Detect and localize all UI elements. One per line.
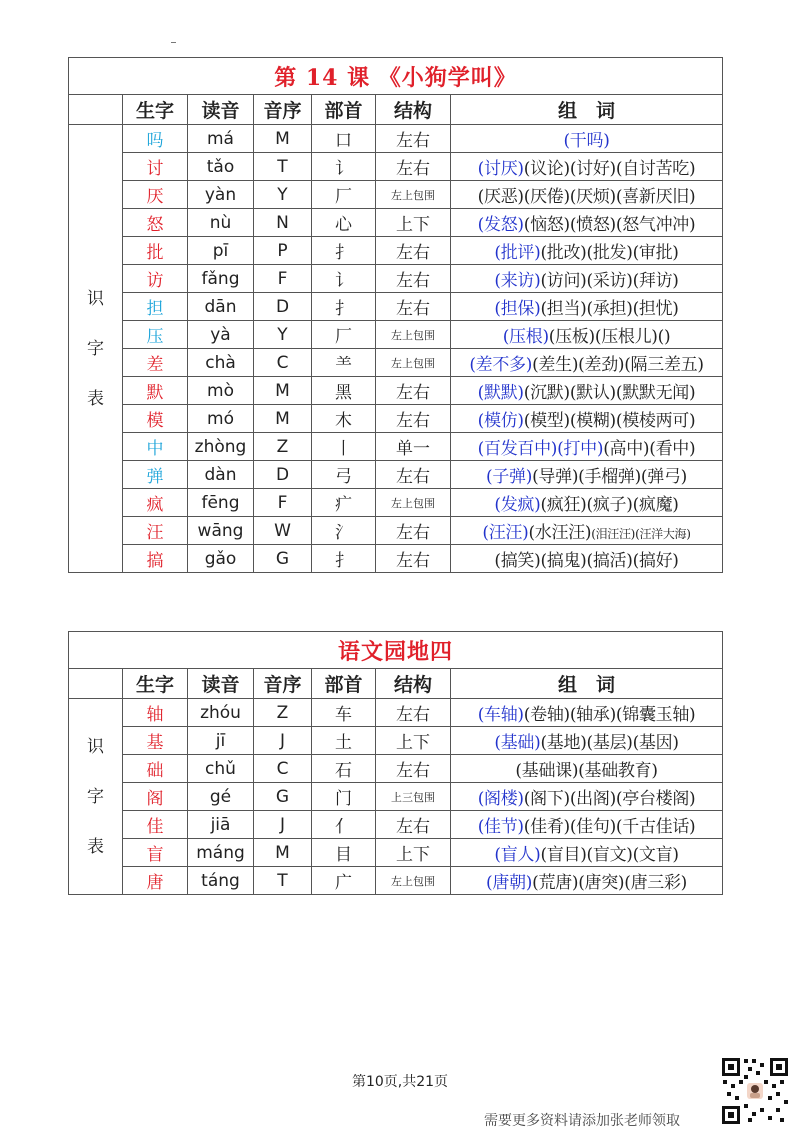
table-title: 第 14 课 《小狗学叫》 (69, 58, 723, 95)
table-row (69, 125, 723, 153)
word-group: (恼怒)(愤怒)(怒气冲冲) (523, 215, 696, 235)
word-group: (阁楼) (477, 789, 524, 809)
word-group: (佳肴)(佳句)(千古佳话) (523, 817, 696, 837)
seq-cell: G (254, 783, 312, 811)
pinyin-cell: mò (188, 377, 254, 405)
lesson-14-table (68, 57, 723, 573)
radical-cell: 口 (312, 125, 376, 153)
structure-cell: 左右 (376, 265, 451, 293)
side-label-char: 识 (87, 736, 104, 757)
word-group: (荒唐)(唐突)(唐三彩) (532, 873, 688, 893)
words-cell (451, 153, 723, 181)
table-row (69, 153, 723, 181)
structure-cell: 单一 (376, 433, 451, 461)
seq-cell: M (254, 839, 312, 867)
seq-cell: T (254, 867, 312, 895)
word-group: (车轴) (477, 705, 524, 725)
table-row (69, 699, 723, 727)
words-cell (451, 699, 723, 727)
radical-cell: 弓 (312, 461, 376, 489)
structure-cell: 左右 (376, 405, 451, 433)
word-group: (批评) (494, 243, 541, 263)
table-row (69, 265, 723, 293)
word-group: (佳节) (477, 817, 524, 837)
seq-cell: W (254, 517, 312, 545)
table-row (69, 727, 723, 755)
char-cell: 压 (123, 321, 188, 349)
header-structure: 结构 (376, 95, 451, 125)
side-label-char: 表 (87, 388, 104, 409)
side-label (69, 699, 123, 895)
word-group: (水汪汪) (528, 523, 592, 543)
pinyin-cell: wāng (188, 517, 254, 545)
pinyin-cell: zhóu (188, 699, 254, 727)
word-group: (汪汪) (482, 523, 529, 543)
seq-cell: M (254, 405, 312, 433)
header-words: 组 词 (451, 669, 723, 699)
char-cell: 唐 (123, 867, 188, 895)
char-cell: 差 (123, 349, 188, 377)
word-group: (盲目)(盲文)(文盲) (540, 845, 679, 865)
words-cell (451, 237, 723, 265)
word-group: (厌恶)(厌倦)(厌烦)(喜新厌旧) (477, 187, 696, 207)
header-words: 组 词 (451, 95, 723, 125)
header-corner (69, 669, 123, 699)
table-row (69, 489, 723, 517)
radical-cell: 木 (312, 405, 376, 433)
seq-cell: T (254, 153, 312, 181)
word-group: (基地)(基层)(基因) (540, 733, 679, 753)
words-cell (451, 405, 723, 433)
garden-four-table (68, 631, 723, 895)
char-cell: 讨 (123, 153, 188, 181)
char-cell: 担 (123, 293, 188, 321)
words-cell (451, 377, 723, 405)
side-label-char: 字 (87, 338, 104, 359)
structure-cell: 左右 (376, 293, 451, 321)
radical-cell: 门 (312, 783, 376, 811)
header-row (69, 95, 723, 125)
pinyin-cell: mó (188, 405, 254, 433)
pinyin-cell: táng (188, 867, 254, 895)
table-row (69, 783, 723, 811)
header-seq: 音序 (254, 95, 312, 125)
pinyin-cell: gé (188, 783, 254, 811)
radical-cell: 车 (312, 699, 376, 727)
char-cell: 搞 (123, 545, 188, 573)
word-group: (压板)(压根儿)() (548, 327, 671, 347)
table-row (69, 181, 723, 209)
seq-cell: G (254, 545, 312, 573)
radical-cell: 目 (312, 839, 376, 867)
structure-cell: 左上包围 (376, 489, 451, 517)
words-cell (451, 125, 723, 153)
structure-cell: 左右 (376, 517, 451, 545)
radical-cell: 讠 (312, 265, 376, 293)
word-group: (搞笑)(搞鬼)(搞活)(搞好) (494, 551, 679, 571)
table-row (69, 811, 723, 839)
header-seq: 音序 (254, 669, 312, 699)
table-row (69, 517, 723, 545)
words-cell (451, 209, 723, 237)
word-group: (压根) (502, 327, 549, 347)
seq-cell: Z (254, 699, 312, 727)
pinyin-cell: zhòng (188, 433, 254, 461)
seq-cell: D (254, 293, 312, 321)
word-group: (默默) (477, 383, 524, 403)
structure-cell: 左上包围 (376, 867, 451, 895)
seq-cell: J (254, 811, 312, 839)
char-cell: 厌 (123, 181, 188, 209)
word-group: (干吗) (563, 131, 610, 151)
char-cell: 阁 (123, 783, 188, 811)
word-group: (基础课)(基础教育) (515, 761, 658, 781)
structure-cell: 上三包围 (376, 783, 451, 811)
radical-cell: 亻 (312, 811, 376, 839)
words-cell (451, 293, 723, 321)
structure-cell: 上下 (376, 209, 451, 237)
seq-cell: P (254, 237, 312, 265)
header-char: 生字 (123, 669, 188, 699)
radical-cell: 扌 (312, 237, 376, 265)
word-group: (疯狂)(疯子)(疯魔) (540, 495, 679, 515)
words-cell (451, 811, 723, 839)
radical-cell: 心 (312, 209, 376, 237)
pinyin-cell: chǔ (188, 755, 254, 783)
radical-cell: 讠 (312, 153, 376, 181)
char-cell: 中 (123, 433, 188, 461)
word-group: (子弹) (486, 467, 533, 487)
char-cell: 默 (123, 377, 188, 405)
word-group: (访问)(采访)(拜访) (540, 271, 679, 291)
structure-cell: 左右 (376, 237, 451, 265)
word-group: (议论)(讨好)(自讨苦吃) (523, 159, 696, 179)
radical-cell: 土 (312, 727, 376, 755)
table-row (69, 209, 723, 237)
words-cell (451, 727, 723, 755)
char-cell: 佳 (123, 811, 188, 839)
structure-cell: 左右 (376, 153, 451, 181)
radical-cell: 疒 (312, 489, 376, 517)
words-cell (451, 433, 723, 461)
structure-cell: 左上包围 (376, 321, 451, 349)
table-row (69, 839, 723, 867)
words-cell (451, 321, 723, 349)
structure-cell: 左右 (376, 125, 451, 153)
word-group: (来访) (494, 271, 541, 291)
seq-cell: J (254, 727, 312, 755)
pinyin-cell: yàn (188, 181, 254, 209)
words-cell (451, 349, 723, 377)
structure-cell: 左右 (376, 755, 451, 783)
char-cell: 汪 (123, 517, 188, 545)
words-cell (451, 265, 723, 293)
word-group: (担当)(承担)(担忧) (540, 299, 679, 319)
word-group: (模型)(模糊)(模棱两可) (523, 411, 696, 431)
word-group: (盲人) (494, 845, 541, 865)
structure-cell: 左上包围 (376, 349, 451, 377)
char-cell: 弹 (123, 461, 188, 489)
radical-cell: 丨 (312, 433, 376, 461)
pinyin-cell: jī (188, 727, 254, 755)
structure-cell: 左右 (376, 699, 451, 727)
table-row (69, 293, 723, 321)
header-char: 生字 (123, 95, 188, 125)
char-cell: 疯 (123, 489, 188, 517)
pinyin-cell: fǎng (188, 265, 254, 293)
table-row (69, 545, 723, 573)
word-group: (讨厌) (477, 159, 524, 179)
table-body (69, 125, 723, 573)
char-cell: 模 (123, 405, 188, 433)
seq-cell: F (254, 489, 312, 517)
pinyin-cell: dān (188, 293, 254, 321)
words-cell (451, 867, 723, 895)
words-cell (451, 839, 723, 867)
seq-cell: C (254, 755, 312, 783)
seq-cell: F (254, 265, 312, 293)
header-radical: 部首 (312, 95, 376, 125)
word-group: (高中)(看中) (603, 439, 696, 459)
words-cell (451, 181, 723, 209)
char-cell: 批 (123, 237, 188, 265)
word-group: (沉默)(默认)(默默无闻) (523, 383, 696, 403)
table-row (69, 433, 723, 461)
radical-cell: ⺷ (312, 349, 376, 377)
radical-cell: 扌 (312, 293, 376, 321)
word-group: (发疯) (494, 495, 541, 515)
structure-cell: 左上包围 (376, 181, 451, 209)
structure-cell: 左右 (376, 377, 451, 405)
seq-cell: Y (254, 181, 312, 209)
pinyin-cell: jiā (188, 811, 254, 839)
seq-cell: D (254, 461, 312, 489)
header-radical: 部首 (312, 669, 376, 699)
table-row (69, 377, 723, 405)
char-cell: 访 (123, 265, 188, 293)
structure-cell: 左右 (376, 811, 451, 839)
side-label-char: 表 (87, 836, 104, 857)
char-cell: 怒 (123, 209, 188, 237)
word-group: (唐朝) (486, 873, 533, 893)
pinyin-cell: fēng (188, 489, 254, 517)
char-cell: 轴 (123, 699, 188, 727)
table-title: 语文园地四 (69, 632, 723, 669)
words-cell (451, 489, 723, 517)
words-cell (451, 755, 723, 783)
char-cell: 础 (123, 755, 188, 783)
table-row (69, 321, 723, 349)
table-row (69, 755, 723, 783)
structure-cell: 上下 (376, 839, 451, 867)
word-group: (阁下)(出阁)(亭台楼阁) (523, 789, 696, 809)
seq-cell: N (254, 209, 312, 237)
radical-cell: 扌 (312, 545, 376, 573)
seq-cell: M (254, 125, 312, 153)
promo-text: 需要更多资料请添加张老师领取 (484, 1113, 680, 1129)
corner-mark (171, 42, 176, 43)
structure-cell: 左右 (376, 545, 451, 573)
pinyin-cell: pī (188, 237, 254, 265)
word-group: (泪汪汪)(汪洋大海) (591, 527, 691, 541)
radical-cell: 黑 (312, 377, 376, 405)
pinyin-cell: máng (188, 839, 254, 867)
radical-cell: 广 (312, 867, 376, 895)
pinyin-cell: má (188, 125, 254, 153)
seq-cell: M (254, 377, 312, 405)
seq-cell: Z (254, 433, 312, 461)
pinyin-cell: chà (188, 349, 254, 377)
words-cell (451, 545, 723, 573)
table-body (69, 699, 723, 895)
word-group: (担保) (494, 299, 541, 319)
word-group: (卷轴)(轴承)(锦囊玉轴) (523, 705, 696, 725)
word-group: (差不多) (469, 355, 533, 375)
word-group: (模仿) (477, 411, 524, 431)
char-cell: 吗 (123, 125, 188, 153)
header-pinyin: 读音 (188, 95, 254, 125)
radical-cell: 氵 (312, 517, 376, 545)
structure-cell: 左右 (376, 461, 451, 489)
radical-cell: 石 (312, 755, 376, 783)
pinyin-cell: dàn (188, 461, 254, 489)
header-pinyin: 读音 (188, 669, 254, 699)
pinyin-cell: tǎo (188, 153, 254, 181)
structure-cell: 上下 (376, 727, 451, 755)
page-number: 第10页,共21页 (351, 1074, 449, 1090)
char-cell: 盲 (123, 839, 188, 867)
side-label (69, 125, 123, 573)
header-structure: 结构 (376, 669, 451, 699)
header-corner (69, 95, 123, 125)
word-group: (导弹)(手榴弹)(弹弓) (532, 467, 687, 487)
qr-code-icon (720, 1056, 790, 1126)
table-row (69, 349, 723, 377)
word-group: (差生)(差劲)(隔三差五) (532, 355, 704, 375)
word-group: (批改)(批发)(审批) (540, 243, 679, 263)
header-row (69, 669, 723, 699)
words-cell (451, 783, 723, 811)
radical-cell: 厂 (312, 321, 376, 349)
char-cell: 基 (123, 727, 188, 755)
words-cell (451, 461, 723, 489)
radical-cell: 厂 (312, 181, 376, 209)
pinyin-cell: gǎo (188, 545, 254, 573)
word-group: (发怒) (477, 215, 524, 235)
table-row (69, 867, 723, 895)
seq-cell: Y (254, 321, 312, 349)
pinyin-cell: nù (188, 209, 254, 237)
table-row (69, 237, 723, 265)
words-cell (451, 517, 723, 545)
pinyin-cell: yà (188, 321, 254, 349)
word-group: (基础) (494, 733, 541, 753)
word-group: (百发百中)(打中) (477, 439, 604, 459)
side-label-char: 字 (87, 786, 104, 807)
side-label-char: 识 (87, 288, 104, 309)
table-row (69, 461, 723, 489)
seq-cell: C (254, 349, 312, 377)
table-row (69, 405, 723, 433)
